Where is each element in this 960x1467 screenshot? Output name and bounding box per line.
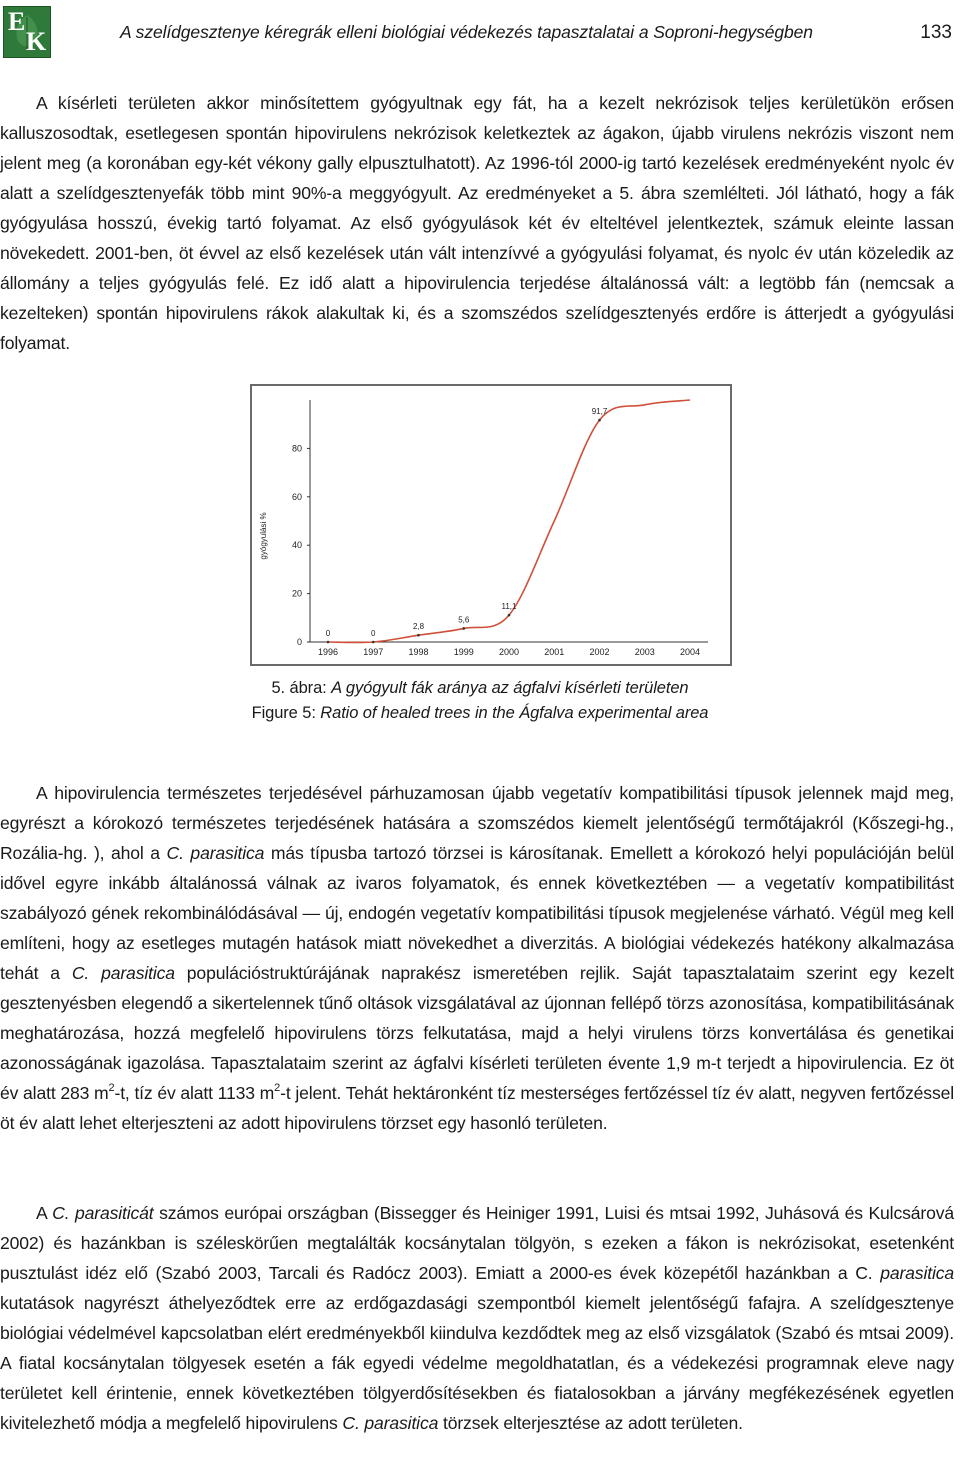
- y-tick-label: 0: [296, 637, 302, 647]
- paragraph-3-part-d: törzsek elterjesztése az adott területen.: [438, 1413, 743, 1433]
- species-name: C. parasitica: [342, 1413, 439, 1433]
- data-label: 91,7: [591, 407, 608, 417]
- data-label: 0: [325, 629, 331, 638]
- caption-en-label: Figure 5:: [251, 704, 316, 722]
- x-tick-label: 2001: [544, 647, 565, 657]
- data-point: [327, 641, 330, 644]
- x-tick-label: 1997: [363, 647, 384, 657]
- paragraph-2: [0, 778, 954, 1138]
- healing-ratio-chart: [252, 386, 730, 664]
- data-label: 2,8: [412, 622, 425, 632]
- logo-letter-k: K: [26, 27, 47, 56]
- paragraph-3: [0, 1198, 954, 1438]
- paragraph-3-part-c: kutatások nagyrészt áthelyeződtek erre az erdőgazdasági szempontból kiemelt jelentőségű fafajra. A szelídgesztenye biológiai védelmével kapcsolatban elért eredményekből kiindulva kezdődtek meg az első vizsgálatok (Szabó és mtsai 2009). A fiatal kocsánytalan tölgyesek esetén a fák egyedi védelme megoldhatatlan, és a védekezési programnak eleve nagy területet kell érintenie, ennek következtében tölgyerdősítésekben és fiatalosokban a járvány megfékezésének egyetlen kivitelezhető módja a megfelelő hipovirulens: [0, 1293, 954, 1433]
- running-title: A szelídgesztenye kéregrák elleni biológiai védekezés tapasztalatai a Soproni-hegységben: [120, 22, 813, 42]
- paragraph-3-part-a: A: [36, 1203, 53, 1223]
- data-point: [462, 627, 465, 630]
- data-point: [417, 634, 420, 637]
- paragraph-2-part-c: populációstruktúrájának naprakész ismeretében rejlik. Saját tapasztalataim szerint egy kezelt gesztenyésben elegendő a sikertelennek tűnő oltások vizsgálatával az újonnan fellépő törzs azonosítása, kompatibilitásának meghatározása, hozzá megfelelő hipovirulens törzs felkutatása, majd a helyi virulens törzs konvertálása és genetikai azonosságának igazolása. Tapasztalataim szerint az ágfalvi kísérleti területen évente 1,9 m-t terjedt a hipovirulencia. Ez öt év alatt 283 m: [0, 963, 954, 1103]
- superscript: 2: [274, 1082, 281, 1095]
- paragraph-2-part-d: -t, tíz év alatt 1133 m: [114, 1083, 275, 1103]
- paragraph-2-part-a: A hipovirulencia természetes terjedésével párhuzamosan újabb vegetatív kompatibilitási típusok jelennek majd meg, egyrészt a kórokozó természetes terjedésének hatására a szomszédos kiemelt jelentőségű termőtájakról (Kőszegi-hg., Rozália-hg. ), ahol a: [0, 783, 954, 863]
- y-tick-label: 40: [291, 540, 302, 551]
- paragraph-1: [0, 88, 954, 358]
- x-tick-label: 1999: [453, 647, 474, 657]
- superscript: 2: [108, 1082, 115, 1095]
- data-point: [372, 641, 375, 644]
- logo-letter-e: E: [8, 7, 26, 36]
- x-tick-label: 2000: [498, 647, 520, 657]
- figure-caption-hu: [0, 679, 960, 698]
- x-tick-label: 2002: [589, 647, 610, 657]
- data-label: 11,1: [501, 602, 517, 612]
- species-name: C. parasitica: [71, 963, 175, 983]
- data-label: 5,6: [458, 615, 470, 625]
- figure-5-chart: [250, 384, 732, 666]
- paragraph-3-part-b: számos európai országban (Bissegger és Heiniger 1991, Luisi és mtsai 1992, Juhásová és Kulcsárová 2002) és hazánkban is széleskörűen megtalálták kocsánytalan tölgyön, s ezeken a fákon is nekrózisokat, esetenként pusztulást idéz elő (Szabó 2003, Tarcali és Radócz 2003). Emiatt a 2000-es évek közepétől hazánkban a C.: [0, 1203, 954, 1283]
- x-tick-label: 1996: [317, 647, 339, 657]
- y-tick-label: 80: [291, 443, 302, 454]
- species-name: C. parasitica: [166, 843, 265, 863]
- species-name: C. parasiticát: [52, 1203, 154, 1223]
- y-tick-label: 60: [291, 491, 302, 502]
- caption-hu-label: 5. ábra:: [271, 679, 327, 697]
- paragraph-2-part-e: -t jelent. Tehát hektáronként tíz mesterséges fertőzéssel tíz év alatt, negyven fertőzéssel öt év alatt lehet elterjeszteni az adott hipovirulens törzset egy hasonló területen.: [0, 1083, 954, 1133]
- data-point: [598, 419, 601, 422]
- journal-logo: [3, 6, 51, 58]
- y-axis-label: gyógyulási %: [259, 512, 268, 560]
- data-label: 0: [371, 629, 376, 638]
- paragraph-1-sentence-2: Az 1996-tól 2000-ig tartó kezelések eredményeként nyolc év alatt a szelídgesztenyefák több mint 90%-a meggyógyult. Az eredményeket a 5. ábra szemlélteti. Jól látható, hogy a fák gyógyulása hosszú, évekig tartó folyamat. Az első gyógyulások két év elteltével jelentkeztek, számuk eleinte lassan növekedett. 2001-ben, öt évvel az első kezelések után vált intenzívvé a gyógyulási folyamat, és nyolc év után közeledik az állomány a teljes gyógyulás felé. Ez idő alatt a hipovirulencia terjedése általánossá vált: a legtöbb fán (nemcsak a kezelteken) spontán hipovirulens rákok alakultak ki, és a szomszédos szelídgesztenyés erdőre is átterjedt a gyógyulási folyamat.: [0, 153, 954, 353]
- x-tick-label: 2004: [679, 647, 701, 657]
- caption-en-text: Ratio of healed trees in the Ágfalva experimental area: [320, 704, 709, 722]
- data-point: [508, 614, 511, 617]
- x-tick-label: 2003: [634, 647, 655, 657]
- paragraph-1-sentence-1: A kísérleti területen akkor minősítettem gyógyultnak egy fát, ha a kezelt nekrózisok teljes kerületükön erősen kalluszosodtak, esetlegesen spontán hipovirulens nekrózisok keletkeztek az ágakon, újabb virulens nekrózis viszont nem jelent meg (a koronában egy-két vékony gally elpusztulhatott).: [0, 93, 954, 173]
- paragraph-2-part-b: más típusba tartozó törzsei is károsítanak. Emellett a kórokozó helyi populációján belül idővel egyre inkább általánossá válnak az ivaros folyamatok, és ennek következtében — a vegetatív kompatibilitást szabályozó gének rekombinálódásával — új, endogén vegetatív kompatibilitási típusok megjelenése várható. Végül meg kell említeni, hogy az esetleges mutagén hatások miatt növekedhet a diverzitás. A biológiai védekezés hatékony alkalmazása tehát a: [0, 843, 954, 983]
- page-number: 133: [920, 22, 952, 43]
- figure-caption-en: [0, 704, 960, 723]
- y-tick-label: 20: [291, 588, 302, 599]
- species-name: parasitica: [880, 1263, 954, 1283]
- caption-hu-text: A gyógyult fák aránya az ágfalvi kísérleti területen: [331, 679, 689, 697]
- x-tick-label: 1998: [408, 647, 429, 657]
